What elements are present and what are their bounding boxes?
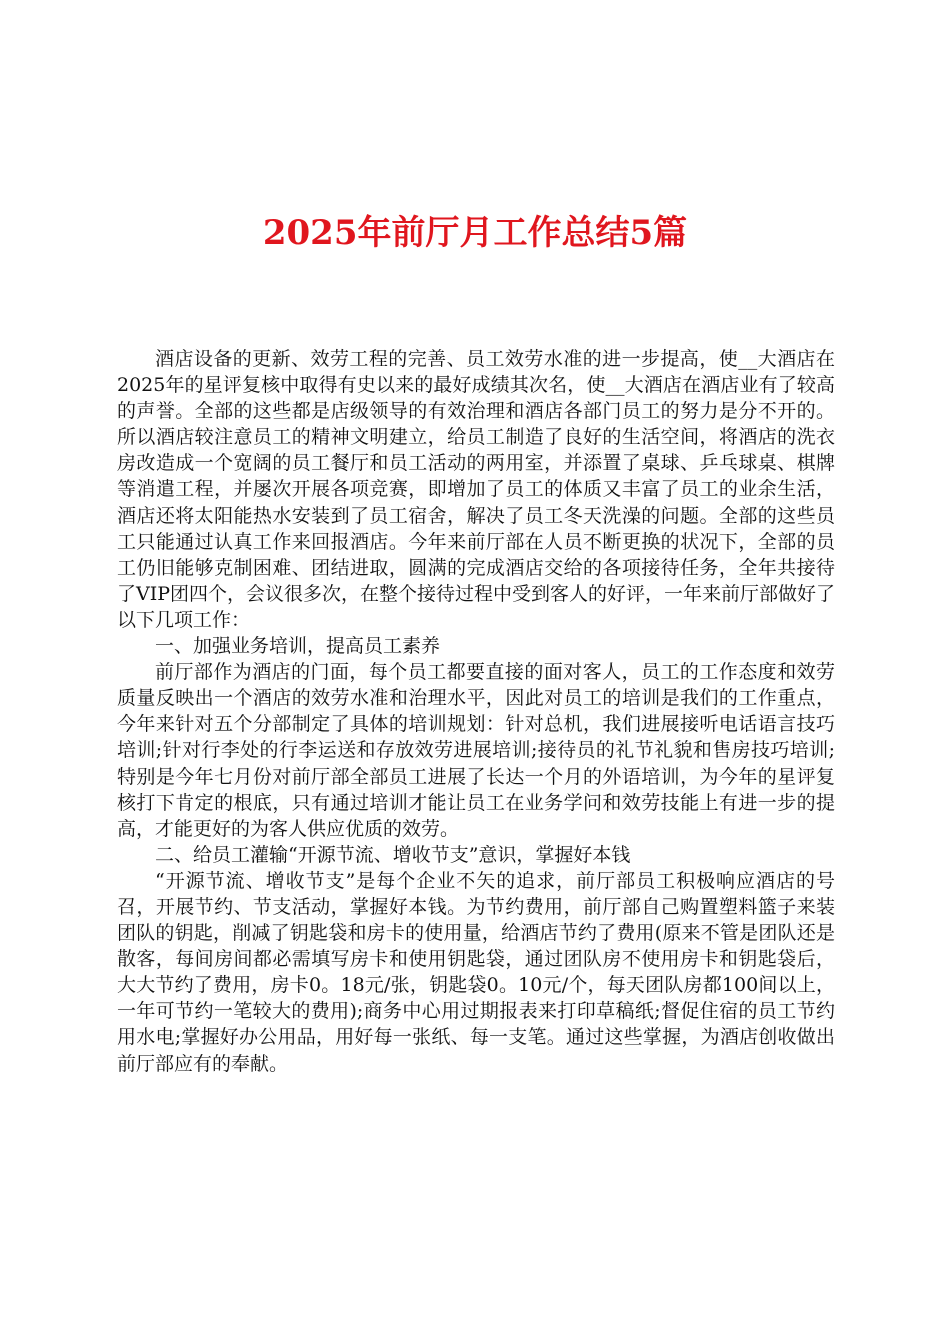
cost-control-paragraph: “开源节流、增收节支”是每个企业不矢的追求，前厅部员工积极响应酒店的号召，开展节约、节支活动，掌握好本钱。为节约费用，前厅部自己购置塑料篮子来装团队的钥匙，削减了钥匙袋和房卡的使用量，给酒店节约了费用(原来不管是团队还是散客，每间房间都必需填写房卡和使用钥匙袋，通过团队房不使用房卡和钥匙袋后，大大节约了费用，房卡0。18元/张，钥匙袋0。10元/个，每天团队房都100间以上，一年可节约一笔较大的费用);商务中心用过期报表来打印草稿纸;督促住宿的员工节约用水电;掌握好办公用品，用好每一张纸、每一支笔。通过这些掌握，为酒店创收做出前厅部应有的奉献。	[117, 869, 835, 1075]
document-body	[117, 346, 835, 1077]
section-heading-training: 一、加强业务培训，提高员工素养	[155, 635, 441, 658]
intro-paragraph: 酒店设备的更新、效劳工程的完善、员工效劳水准的进一步提高，使__大酒店在2025年的星评复核中取得有史以来的最好成绩其次名，使__大酒店在酒店业有了较高的声誉。全部的这些都是店级领导的有效治理和酒店各部门员工的努力是分不开的。所以酒店较注意员工的精神文明建立，给员工制造了良好的生活空间，将酒店的洗衣房改造成一个宽阔的员工餐厅和员工活动的两用室，并添置了桌球、乒乓球桌、棋牌等消遣工程，并屡次开展各项竞赛，即增加了员工的体质又丰富了员工的业余生活，酒店还将太阳能热水安装到了员工宿舍，解决了员工冬天洗澡的问题。全部的这些员工只能通过认真工作来回报酒店。今年来前厅部在人员不断更换的状况下，全部的员工仍旧能够克制困难、团结进取，圆满的完成酒店交给的各项接待任务，全年共接待了VIP团四个，会议很多次，在整个接待过程中受到客人的好评，一年来前厅部做好了以下几项工作：	[117, 348, 836, 631]
document-title: 2025年前厅月工作总结5篇	[262, 213, 688, 253]
training-paragraph: 前厅部作为酒店的门面，每个员工都要直接的面对客人，员工的工作态度和效劳质量反映出一个酒店的效劳水准和治理水平，因此对员工的培训是我们的工作重点，今年来针对五个分部制定了具体的培训规划：针对总机，我们进展接听电话语言技巧培训;针对行李处的行李运送和存放效劳进展培训;接待员的礼节礼貌和售房技巧培训;特别是今年七月份对前厅部全部员工进展了长达一个月的外语培训，为今年的星评复核打下肯定的根底，只有通过培训才能让员工在业务学问和效劳技能上有进一步的提高，才能更好的为客人供应优质的效劳。	[117, 661, 835, 840]
section-heading-cost-control: 二、给员工灌输“开源节流、增收节支”意识，掌握好本钱	[155, 843, 631, 866]
